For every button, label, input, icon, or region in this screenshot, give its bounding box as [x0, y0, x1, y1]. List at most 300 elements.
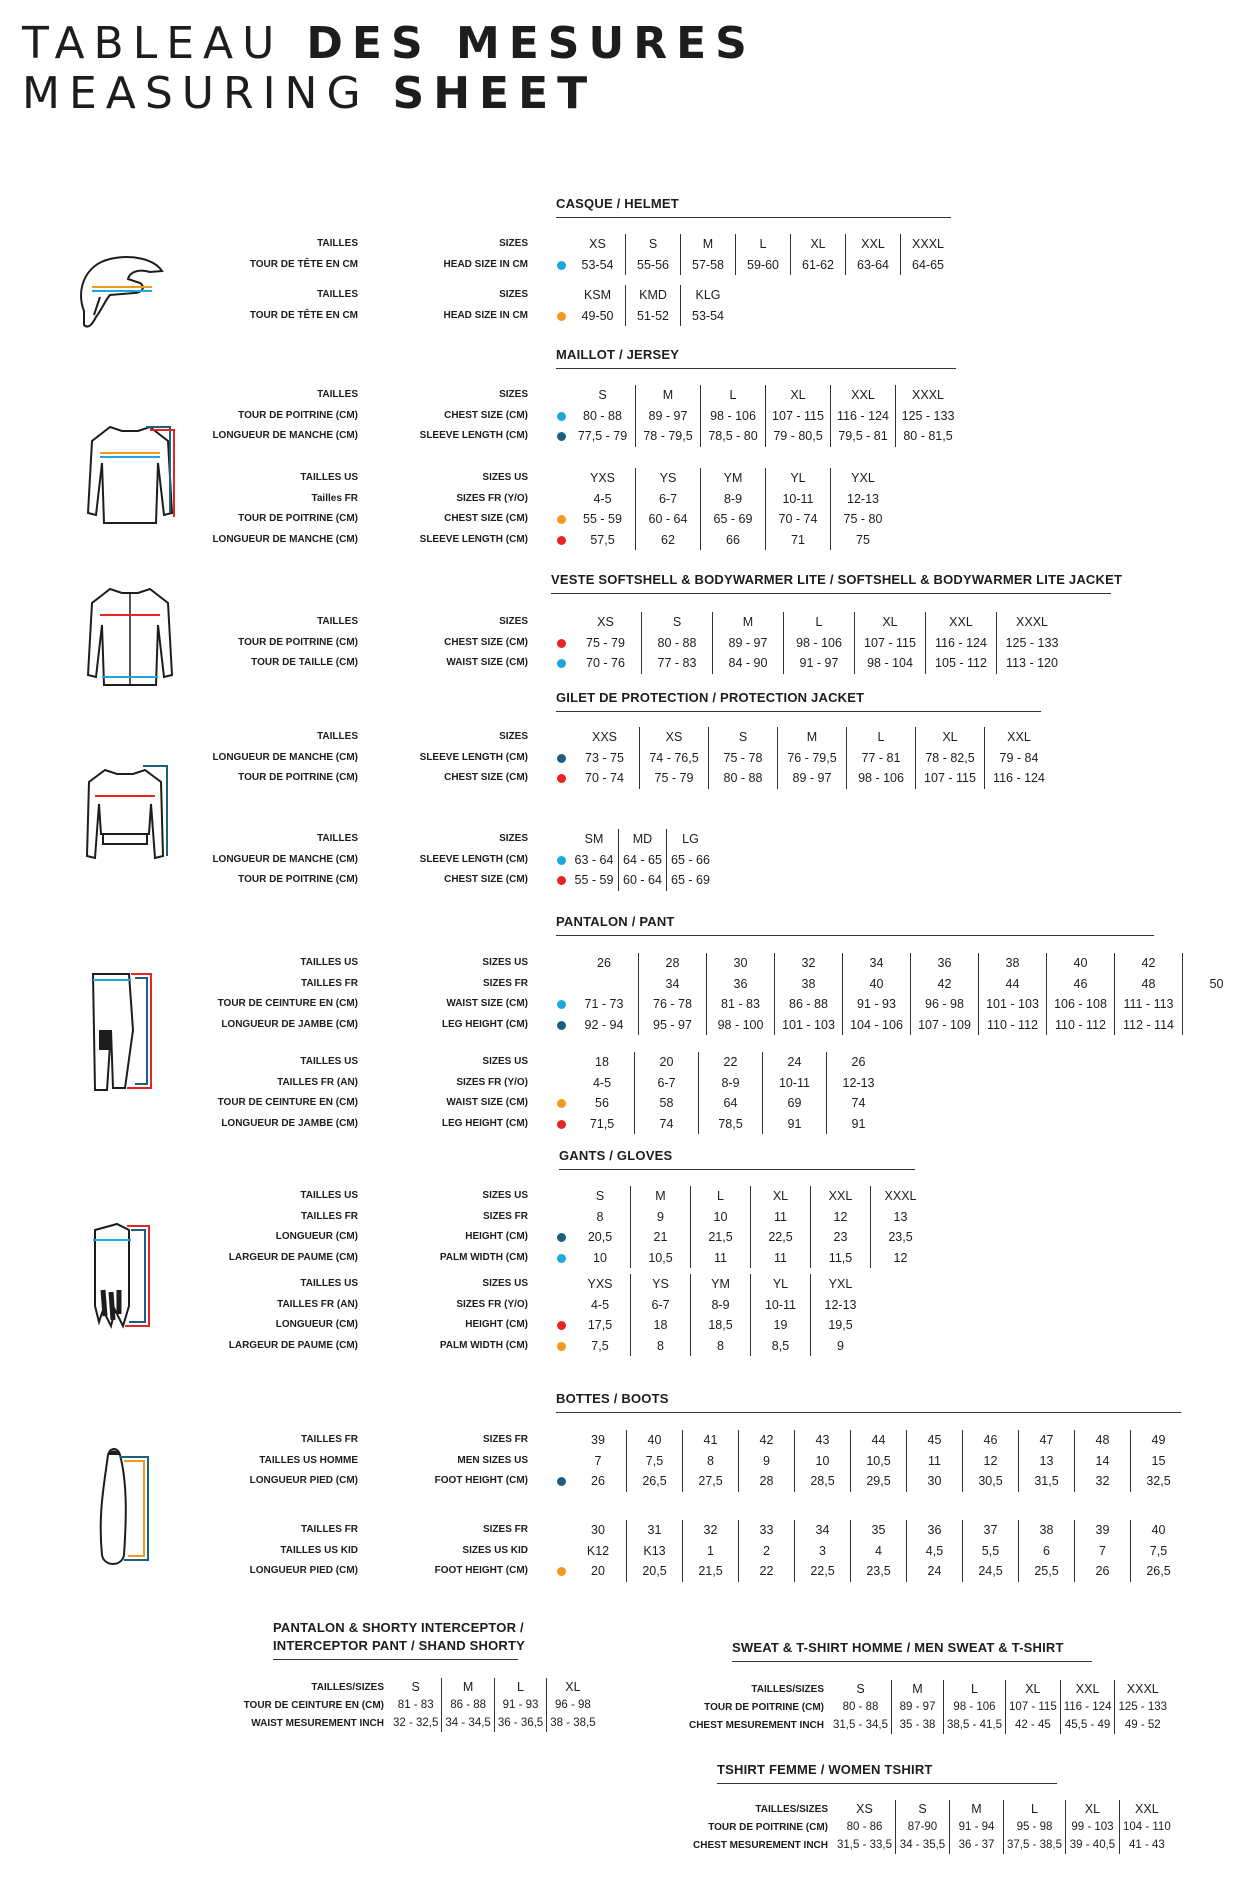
size-cell: 45 [927, 1433, 942, 1447]
size-cell: 86 - 88 [442, 1696, 494, 1714]
size-cell: 27,5 [698, 1474, 723, 1488]
size-cell: 29,5 [866, 1474, 891, 1488]
boots-label-fr: LONGUEUR PIED (CM) [249, 1565, 358, 1576]
size-cell: S [598, 388, 607, 402]
size-cell: 31 [647, 1523, 662, 1537]
jersey-label-en: CHEST SIZE (CM) [444, 513, 528, 524]
jersey-size-column [570, 385, 635, 447]
size-cell: 4-5 [590, 1297, 610, 1312]
size-cell: XL [547, 1678, 599, 1696]
size-cell: 33 [759, 1523, 774, 1537]
gloves-size-column [810, 1274, 870, 1356]
pant-size-grid [570, 953, 1250, 1035]
size-cell: 8-9 [721, 1075, 740, 1090]
size-cell: 8 [707, 1453, 714, 1468]
helmet-title-rule [556, 217, 951, 218]
protection-label-fr: TAILLES [317, 833, 358, 844]
jersey-label-fr: TAILLES [317, 389, 358, 400]
size-cell: 15 [1151, 1453, 1166, 1468]
size-cell: XS [589, 237, 606, 251]
size-cell: 38 [1039, 1523, 1054, 1537]
size-cell: 39 - 40,5 [1065, 1836, 1119, 1854]
protection-size-column [984, 727, 1053, 789]
color-dot-teal [557, 754, 566, 763]
size-cell: 76 - 79,5 [787, 750, 837, 765]
pant-icon [85, 970, 165, 1095]
size-cell: 6-7 [651, 1297, 670, 1312]
size-cell: 42 - 45 [1005, 1716, 1060, 1734]
size-cell: 89 - 97 [728, 635, 768, 650]
gloves-label-fr: LONGUEUR (CM) [275, 1231, 358, 1242]
size-cell: 112 - 114 [1123, 1017, 1174, 1032]
size-cell: 80 - 88 [657, 635, 697, 650]
color-dot-red [557, 536, 566, 545]
gloves-size-column [630, 1274, 690, 1356]
size-cell: XL [810, 237, 826, 251]
size-cell: 30 [927, 1474, 942, 1488]
size-cell: 24 [927, 1564, 942, 1578]
size-cell: YL [790, 471, 806, 485]
size-cell: 75 - 79 [654, 771, 694, 785]
size-cell: 20,5 [587, 1230, 613, 1244]
size-cell: 91 - 93 [494, 1696, 546, 1714]
size-cell: 26,5 [1146, 1564, 1171, 1578]
size-cell: 40 [869, 976, 884, 991]
size-cell: 14 [1095, 1453, 1110, 1468]
size-cell: 17,5 [587, 1318, 613, 1332]
gloves-size-column [630, 1186, 690, 1268]
size-cell: KLG [695, 288, 721, 302]
size-cell: 70 - 74 [585, 771, 624, 785]
protection-size-column [846, 727, 915, 789]
helmet-icon [70, 245, 170, 345]
size-cell: 53-54 [692, 308, 724, 323]
softshell-section-title: VESTE SOFTSHELL & BODYWARMER LITE / SOFTSHELL & BODYWARMER LITE JACKET [551, 572, 1123, 587]
boots-size-column [682, 1430, 738, 1492]
size-cell: 28,5 [810, 1474, 835, 1488]
softshell-jacket-icon [80, 585, 180, 695]
size-cell: 12 [833, 1209, 848, 1224]
pant-size-column [826, 1052, 890, 1134]
pant-size-column [842, 953, 910, 1035]
size-cell: 107 - 115 [1005, 1698, 1060, 1716]
table-row [230, 1696, 599, 1714]
size-cell: 105 - 112 [935, 656, 987, 670]
boots-size-column [682, 1520, 738, 1582]
size-cell: 98 - 106 [710, 408, 756, 423]
jersey-size-column [830, 385, 895, 447]
size-cell: 116 - 124 [837, 408, 889, 423]
boots-label-fr: TAILLES FR [300, 1434, 358, 1445]
softshell-size-column [712, 612, 783, 674]
size-cell: 46 [1073, 976, 1088, 991]
softshell-size-grid [570, 612, 1067, 674]
softshell-label-fr: TOUR DE POITRINE (CM) [238, 636, 358, 648]
size-cell: 7 [1099, 1543, 1106, 1558]
gloves-label-fr: TAILLES FR (AN) [277, 1298, 358, 1310]
size-cell: 34 - 35,5 [896, 1836, 950, 1854]
boots-label-fr: LONGUEUR PIED (CM) [249, 1475, 358, 1486]
size-cell: 19 [773, 1318, 788, 1332]
size-cell: 24,5 [978, 1564, 1003, 1578]
jersey-size-column [700, 385, 765, 447]
boots-size-column [1130, 1430, 1186, 1492]
size-cell: 36 - 36,5 [494, 1714, 546, 1732]
pant-label-en: SIZES US [482, 957, 528, 968]
size-cell: 98 - 106 [796, 635, 842, 650]
size-cell: YS [652, 1277, 669, 1291]
jersey-label-fr: LONGUEUR DE MANCHE (CM) [212, 430, 358, 441]
color-dot-orange [557, 1342, 566, 1351]
size-cell: 80 - 81,5 [903, 429, 953, 443]
size-cell: 104 - 106 [850, 1017, 903, 1032]
jersey-label-fr: TOUR DE POITRINE (CM) [238, 409, 358, 421]
size-cell: 1 [707, 1543, 714, 1558]
size-cell: 48 [1141, 976, 1156, 991]
boots-size-column [906, 1430, 962, 1492]
size-cell: L [717, 1189, 724, 1203]
size-cell: L [877, 730, 885, 744]
size-cell: 12-13 [847, 491, 879, 506]
size-cell: XXL [851, 388, 875, 402]
size-cell: 71 - 73 [584, 997, 624, 1011]
pant-size-column [570, 953, 638, 1035]
pant-label-fr: TOUR DE CEINTURE EN (CM) [217, 1097, 358, 1108]
size-cell: XL [1005, 1680, 1060, 1698]
color-dot-red [557, 774, 566, 783]
size-cell: 34 - 34,5 [442, 1714, 494, 1732]
protection-size-grid [570, 829, 714, 891]
size-cell: 65 - 66 [671, 852, 710, 867]
gloves-size-column [570, 1274, 630, 1356]
jersey-label-en: SIZES US [482, 472, 528, 483]
size-cell: 10 [815, 1453, 830, 1468]
helmet-size-column [625, 234, 680, 275]
helmet-label-en: SIZES [499, 289, 528, 300]
color-dot-red [557, 1321, 566, 1330]
size-cell: 84 - 90 [728, 656, 768, 670]
size-cell: 79 - 80,5 [773, 429, 823, 443]
boots-label-en: MEN SIZES US [457, 1454, 528, 1466]
pant-size-column [910, 953, 978, 1035]
size-cell: YM [711, 1277, 730, 1291]
size-cell: KSM [583, 288, 612, 302]
gloves-size-column [870, 1186, 930, 1268]
size-cell: 80 - 88 [583, 408, 622, 423]
size-cell: XXXL [1016, 615, 1048, 629]
jersey-size-column [895, 385, 960, 447]
protection-label-en: SLEEVE LENGTH (CM) [419, 751, 528, 763]
softshell-size-column [783, 612, 854, 674]
size-cell: 32 [1095, 1474, 1110, 1488]
row-header: TAILLES/SIZES [755, 1803, 829, 1815]
jersey-size-column [700, 468, 765, 550]
pant-label-fr: TAILLES FR [300, 977, 358, 989]
protection-label-en: SIZES [499, 833, 528, 844]
size-cell: S [648, 237, 658, 251]
size-cell: 40 [647, 1433, 662, 1447]
protection-label-fr: TOUR DE POITRINE (CM) [238, 772, 358, 783]
helmet-section-title: CASQUE / HELMET [556, 196, 679, 211]
size-cell: 30 [591, 1523, 605, 1537]
page-title-line2: MEASURING SHEET [22, 68, 597, 119]
gloves-label-en: PALM WIDTH (CM) [439, 1339, 528, 1351]
size-cell: 50 [1209, 976, 1224, 991]
size-cell: 104 - 110 [1119, 1818, 1173, 1836]
size-cell: 113 - 120 [1006, 656, 1058, 670]
size-cell: K13 [643, 1543, 666, 1558]
gloves-title-rule [559, 1169, 915, 1170]
gloves-size-column [570, 1186, 630, 1268]
size-cell: 81 - 83 [721, 997, 760, 1011]
size-cell: L [943, 1680, 1005, 1698]
size-cell: 48 [1095, 1433, 1110, 1447]
boots-title-rule [556, 1412, 1181, 1413]
boots-size-column [1130, 1520, 1186, 1582]
size-cell: XXL [828, 1189, 853, 1203]
size-cell: 12 [893, 1250, 908, 1265]
size-cell: 34 [869, 956, 884, 970]
size-cell: 107 - 109 [918, 1017, 971, 1032]
color-dot-cyan [557, 1254, 566, 1263]
size-cell: 36 - 37 [950, 1836, 1004, 1854]
size-cell: 45,5 - 49 [1060, 1716, 1115, 1734]
boots-label-fr: TAILLES FR [300, 1524, 358, 1535]
size-cell: 39 [591, 1433, 605, 1447]
jersey-label-fr: TOUR DE POITRINE (CM) [238, 513, 358, 524]
size-cell: L [494, 1678, 546, 1696]
jersey-label-en: CHEST SIZE (CM) [444, 409, 528, 421]
helmet-size-column [680, 285, 735, 326]
boots-size-column [570, 1520, 626, 1582]
size-cell: YXL [851, 471, 875, 485]
color-dot-cyan [557, 261, 566, 270]
size-cell: 23 [833, 1230, 848, 1244]
size-cell: 110 - 112 [1055, 1017, 1106, 1032]
boots-size-column [1074, 1430, 1130, 1492]
size-cell: 65 - 69 [713, 512, 753, 526]
size-cell: 44 [1005, 976, 1020, 991]
row-header: WAIST MESUREMENT INCH [251, 1717, 384, 1729]
size-cell: 23,5 [888, 1230, 913, 1244]
size-cell: YL [772, 1277, 789, 1291]
size-cell: 70 - 76 [586, 656, 625, 670]
size-cell [570, 974, 638, 995]
size-cell: 26 [1095, 1564, 1110, 1578]
protection-size-column [570, 727, 639, 789]
size-cell: M [702, 237, 714, 251]
size-cell: 26 [591, 1474, 605, 1488]
size-cell: 89 - 97 [891, 1698, 943, 1716]
gloves-label-fr: LARGEUR DE PAUME (CM) [228, 1251, 358, 1263]
protection-label-en: CHEST SIZE (CM) [444, 772, 528, 783]
size-cell: 38 - 38,5 [547, 1714, 599, 1732]
size-cell: 116 - 124 [993, 771, 1045, 785]
jersey-size-grid [570, 385, 960, 447]
size-cell: XS [597, 615, 614, 629]
gloves-label-en: SIZES FR (Y/O) [456, 1298, 528, 1310]
table-row [230, 1678, 599, 1696]
jersey-title-rule [556, 368, 956, 369]
size-cell: L [1004, 1800, 1066, 1818]
women-table [690, 1800, 1174, 1854]
size-cell: 7,5 [645, 1453, 664, 1468]
size-cell: 57-58 [692, 257, 724, 272]
jersey-label-en: SLEEVE LENGTH (CM) [419, 533, 528, 545]
size-cell: 71,5 [589, 1116, 615, 1131]
size-cell: 6 [1043, 1543, 1050, 1558]
size-cell: 9 [837, 1338, 844, 1353]
pant-label-en: SIZES FR [482, 977, 528, 989]
softshell-label-en: CHEST SIZE (CM) [444, 636, 528, 648]
size-cell: 110 - 112 [987, 1017, 1038, 1032]
size-cell: 24 [787, 1055, 802, 1069]
softshell-size-column [854, 612, 925, 674]
size-cell: 42 [937, 976, 952, 991]
pant-label-fr: TOUR DE CEINTURE EN (CM) [217, 998, 358, 1009]
size-cell: 7 [594, 1453, 602, 1468]
size-cell: 57,5 [590, 532, 615, 547]
size-cell: YXS [587, 1277, 613, 1291]
protection-jacket-icon [75, 760, 175, 870]
helmet-label-en: HEAD SIZE IN CM [443, 258, 528, 270]
boots-label-fr: TAILLES US KID [280, 1544, 358, 1556]
gloves-size-column [750, 1274, 810, 1356]
pant-size-grid [570, 1052, 890, 1134]
color-dot-red [557, 876, 566, 885]
softshell-label-fr: TAILLES [317, 616, 358, 627]
size-cell: 49 - 52 [1115, 1716, 1170, 1734]
gloves-label-fr: LONGUEUR (CM) [275, 1319, 358, 1330]
protection-size-column [708, 727, 777, 789]
gloves-size-column [810, 1186, 870, 1268]
boots-label-en: FOOT HEIGHT (CM) [434, 1565, 528, 1576]
pant-label-en: WAIST SIZE (CM) [446, 998, 528, 1009]
size-cell: S [411, 1680, 420, 1694]
protection-label-en: SIZES [499, 731, 528, 742]
helmet-label-fr: TAILLES [317, 238, 358, 249]
size-cell: 41 - 43 [1119, 1836, 1173, 1854]
protection-label-fr: TAILLES [317, 731, 358, 742]
size-cell: 64 - 65 [623, 852, 662, 867]
size-cell: 46 [983, 1433, 998, 1447]
softshell-size-column [570, 612, 641, 674]
size-cell: 91 - 93 [857, 997, 896, 1011]
helmet-size-grid [570, 285, 735, 326]
size-cell: 98 - 106 [943, 1698, 1005, 1716]
helmet-label-fr: TOUR DE TÊTE EN CM [249, 309, 358, 321]
size-cell: 13 [1039, 1453, 1054, 1468]
size-cell: XXL [1060, 1680, 1115, 1698]
size-cell: 78 - 82,5 [925, 750, 975, 765]
size-cell: XXL [861, 237, 885, 251]
pant-label-en: SIZES US [482, 1056, 528, 1067]
size-cell: 36 [937, 956, 952, 970]
size-cell: 22,5 [810, 1564, 835, 1578]
protection-label-en: CHEST SIZE (CM) [444, 874, 528, 885]
size-cell: XXL [949, 615, 973, 629]
size-cell: 77,5 - 79 [577, 429, 628, 443]
color-dot-red [557, 639, 566, 648]
helmet-size-column [790, 234, 845, 275]
size-cell: 2 [763, 1543, 770, 1558]
size-cell: 32,5 [1146, 1474, 1171, 1488]
size-cell: XS [856, 1802, 873, 1816]
pant-size-column [1046, 953, 1114, 1035]
size-cell: 4 [875, 1543, 882, 1558]
size-cell: 101 - 103 [986, 997, 1039, 1011]
size-cell: 32 - 32,5 [393, 1717, 439, 1729]
size-cell: XXXL [912, 388, 944, 402]
size-cell: XXXL [912, 237, 944, 251]
size-cell: 21,5 [698, 1564, 723, 1578]
size-cell: 91 - 94 [950, 1818, 1004, 1836]
size-cell: 99 - 103 [1065, 1818, 1119, 1836]
pant-size-column [706, 953, 774, 1035]
boots-label-en: SIZES FR [482, 1434, 528, 1445]
jersey-size-column [570, 468, 635, 550]
size-cell: SM [584, 832, 604, 846]
size-cell: XL [772, 1189, 789, 1203]
size-cell: 5,5 [981, 1543, 1000, 1558]
row-header: TOUR DE POITRINE (CM) [708, 1821, 829, 1833]
size-cell: 91 [851, 1116, 866, 1131]
gloves-label-en: SIZES US [482, 1278, 528, 1289]
size-cell: 19,5 [828, 1318, 853, 1332]
pant-label-fr: TAILLES US [300, 1056, 358, 1067]
size-cell: YS [659, 471, 677, 485]
color-dot-red [557, 1120, 566, 1129]
gloves-label-en: HEIGHT (CM) [465, 1319, 528, 1330]
size-cell: XXXL [884, 1189, 917, 1203]
row-header: CHEST MESUREMENT INCH [693, 1839, 829, 1851]
size-cell: 10 [713, 1209, 728, 1224]
pant-size-column [570, 1052, 634, 1134]
size-cell: 8,5 [771, 1338, 790, 1353]
size-cell: 35 - 38 [891, 1716, 943, 1734]
size-cell: 74 - 76,5 [649, 750, 699, 765]
pant-size-column [1114, 953, 1182, 1035]
pant-size-column [698, 1052, 762, 1134]
women-title-rule [717, 1783, 1057, 1784]
color-dot-cyan [557, 659, 566, 668]
size-cell: 12-13 [842, 1075, 875, 1090]
size-cell: 38 [801, 976, 816, 991]
softshell-label-en: SIZES [499, 616, 528, 627]
protection-size-column [570, 829, 618, 891]
size-cell: 47 [1039, 1433, 1054, 1447]
size-cell: 75 - 80 [843, 512, 883, 526]
size-cell: 31,5 - 34,5 [833, 1719, 888, 1731]
color-dot-cyan [557, 1000, 566, 1009]
pant-size-column [978, 953, 1046, 1035]
table-row [690, 1818, 1174, 1836]
pant-label-fr: LONGUEUR DE JAMBE (CM) [221, 1018, 358, 1030]
size-cell: XL [882, 615, 898, 629]
gloves-size-column [690, 1274, 750, 1356]
size-cell: 26 [851, 1055, 866, 1069]
size-cell: 96 - 98 [547, 1696, 599, 1714]
size-cell: L [759, 237, 767, 251]
size-cell: 28 [665, 956, 680, 970]
pant-label-en: SIZES FR (Y/O) [456, 1076, 528, 1088]
boots-size-column [1018, 1430, 1074, 1492]
size-cell: 75 - 79 [586, 635, 625, 650]
helmet-label-en: HEAD SIZE IN CM [443, 309, 528, 321]
size-cell: M [655, 1189, 666, 1203]
size-cell: 64 [723, 1096, 738, 1110]
women-section-title: TSHIRT FEMME / WOMEN TSHIRT [717, 1762, 933, 1777]
